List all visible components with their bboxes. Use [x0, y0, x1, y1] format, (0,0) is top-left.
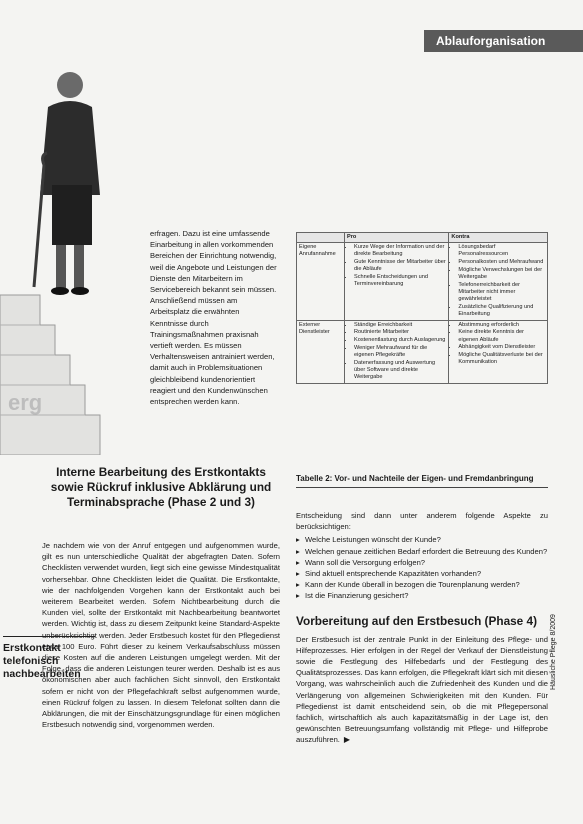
list-item: • Schnelle Entscheidungen und Terminvereinbarung: [354, 274, 446, 288]
list-item: • Abstimmung erforderlich: [458, 322, 545, 329]
table-header-cell: [297, 233, 345, 243]
elderly-woman-on-stairs-illustration: [0, 55, 160, 455]
vertical-credit: Häusliche Pflege 8/2009: [550, 614, 557, 690]
list-item: • Lösungsbedarf Personalressourcen: [458, 244, 545, 258]
table-row: [297, 320, 548, 383]
right-intro-paragraph: Entscheidung sind dann unter anderem folgende Aspekte zu berücksichtigen:: [296, 511, 548, 532]
question-list: [296, 534, 548, 601]
list-item: • Gute Kenntnisse der Mitarbeiter über die Abläufe: [354, 259, 446, 273]
kontra-cell: [449, 320, 548, 383]
list-item: ▸ Wann soll die Versorgung erfolgen?: [296, 557, 548, 568]
left-main-paragraph: Je nachdem wie von der Anruf entgegen und aufgenommen wurde, gilt es nun unterschiedliche Qualität der abgefragten Daten. Sofern Checklisten verwendet wurden, liegt sich eine gewisse Mindestqualität vorhersehbar. Ohne Checklisten leidet die Qualität. Die Erstkontakte, wie der nachfolgenden Vorgehen kann der Erstkontakt auch bei weiterem Bearbeitet werden. Sofern Nichtbearbeitung durch die Kunden viel, sollte der Erstkontakt mit Nachbearbeitung beantwortet werden. Wichtig ist, dass zu diesem Zeitpunkt keine Standard-Aspekte unberücksichtigt werden. Jeder Erstbesuch kostet für den Pflegedienst etwa 100 Euro. Führt dieser zu keinem Verkaufsabschluss müssen diese Kosten auf die anderen Leistungen umgelegt werden. Mit der Folge, dass die anderen Leistungen teurer werden. Deshalb ist es aus ökonomischen aber auch fachlichen Sicht sinnvoll, den Erstkontakt sofern er nicht von der Pflegefachkraft selbst aufgenommen wurde, einen Rückruf folgen zu lassen. In diesem Telefonat sollten dann die Abklärungen, die mit der Einschätzungsgrundlage für einen möglichen Erstbesuch notwendig sind, vorgenommen werden.: [42, 541, 280, 730]
table-header-row: [297, 233, 548, 243]
list-item: • Ständige Erreichbarkeit: [354, 322, 446, 329]
row-label: Externer Dienstleister: [297, 320, 345, 383]
list-item: ▸ Kann der Kunde überall in bezogen die Tourenplanung werden?: [296, 579, 548, 590]
svg-text:erg: erg: [8, 390, 43, 415]
section-title: Ablauforganisation: [436, 34, 546, 48]
list-item: • Mögliche Verwechslungen bei der Weitergabe: [458, 267, 545, 281]
continue-arrow-icon: ▶: [343, 735, 351, 745]
right-main-text: Der Erstbesuch ist der zentrale Punkt in der Einleitung des Pflege- und Hilfeprozesses. Hier erfolgen in der Regel der Verkauf der Dienstleistung sowie die Festlegung des Hilfebedarfs und der Festlegung des Qualitätsprozesses. Das kann erfolgen, die Pflegekraft klärt sich mit diesen Vorgang, was wahrscheinlich auch die Zufriedenheit des Kunden und die Verlängerung von allgemeinen Schwierigkeiten mit den Kunden. Für Pflegedienst ist damit entscheidend sein, ob die mit Pflegepersonal fachlich, wirtschaftlich als auch kapazitätsmäßig in der Lage ist, den gewünschten Betreuungsumfang vollständig mit Pflege- und Hilfeprobe auszuführen.: [296, 634, 548, 745]
kontra-cell: [449, 243, 548, 321]
list-item: ▸ Welchen genaue zeitlichen Bedarf erfordert die Betreuung des Kunden?: [296, 546, 548, 557]
list-item: • Keine direkte Kenntnis der eigenen Abläufe: [458, 329, 545, 343]
table-header-cell: Kontra: [449, 233, 548, 243]
pro-cell: [344, 243, 448, 321]
right-main-paragraph: [296, 634, 548, 746]
pro-contra-table: [296, 232, 548, 384]
list-item: ▸ Ist die Finanzierung gesichert?: [296, 590, 548, 601]
list-item: • Zusätzliche Qualifizierung und Einarbeitung: [458, 304, 545, 318]
list-item: ▸ Welche Leistungen wünscht der Kunde?: [296, 534, 548, 545]
list-item: • Weniger Mehraufwand für die eigenen Pflegekräfte: [354, 345, 446, 359]
row-label: Eigene Anrufannahme: [297, 243, 345, 321]
right-column: [296, 510, 548, 746]
table-row: [297, 243, 548, 321]
pro-cell: [344, 320, 448, 383]
list-item: • Mögliche Qualitätsverluste bei der Kommunikation: [458, 352, 545, 366]
list-item: • Kurze Wege der Information und der direkte Bearbeitung: [354, 244, 446, 258]
list-item: • Routinierte Mitarbeiter: [354, 329, 446, 336]
list-item: • Personalkosten und Mehraufwand: [458, 259, 545, 266]
section-header: [424, 30, 583, 52]
wrapped-intro-text: [150, 228, 278, 407]
left-section-heading: Interne Bearbeitung des Erstkontakts sowie Rückruf inklusive Abklärung und Terminabsprache (Phase 2 und 3): [50, 465, 272, 509]
side-note: Erstkontakt telefonisch nachbearbeiten: [3, 636, 95, 681]
table-caption: Tabelle 2: Vor- und Nachteile der Eigen- und Fremdanbringung: [296, 474, 548, 488]
list-item: ▸ Sind aktuell entsprechende Kapazitäten vorhanden?: [296, 568, 548, 579]
comparison-table: [296, 232, 548, 384]
list-item: • Kostenentlastung durch Auslagerung: [354, 337, 446, 344]
intro-paragraph: erfragen. Dazu ist eine umfassende Einarbeitung in allen vorkommenden Bereichen der Einrichtung notwendig, weil die Angebote und Leistungen der Dienste den Mitarbeitern im Servicebereich bekannt sein müssen. Anschließend müssen am Arbeitsplatz die erwähnten Kenntnisse durch Trainingsmaßnahmen praxisnah vertieft werden. Es müssen Verhaltensweisen antrainiert werden, damit auch in Problemsituationen gleichbleibend kundenorientiert reagiert und den Kundenwünschen entsprechen werden kann.: [150, 229, 277, 407]
table-header-cell: Pro: [344, 233, 448, 243]
list-item: • Telefonerreichbarkeit der Mitarbeiter nicht immer gewährleistet: [458, 282, 545, 304]
list-item: • Abhängigkeit vom Dienstleister: [458, 344, 545, 351]
right-section-heading: Vorbereitung auf den Erstbesuch (Phase 4): [296, 613, 538, 628]
list-item: • Datenerfassung und Auswertung über Software und direkte Weitergabe: [354, 360, 446, 382]
